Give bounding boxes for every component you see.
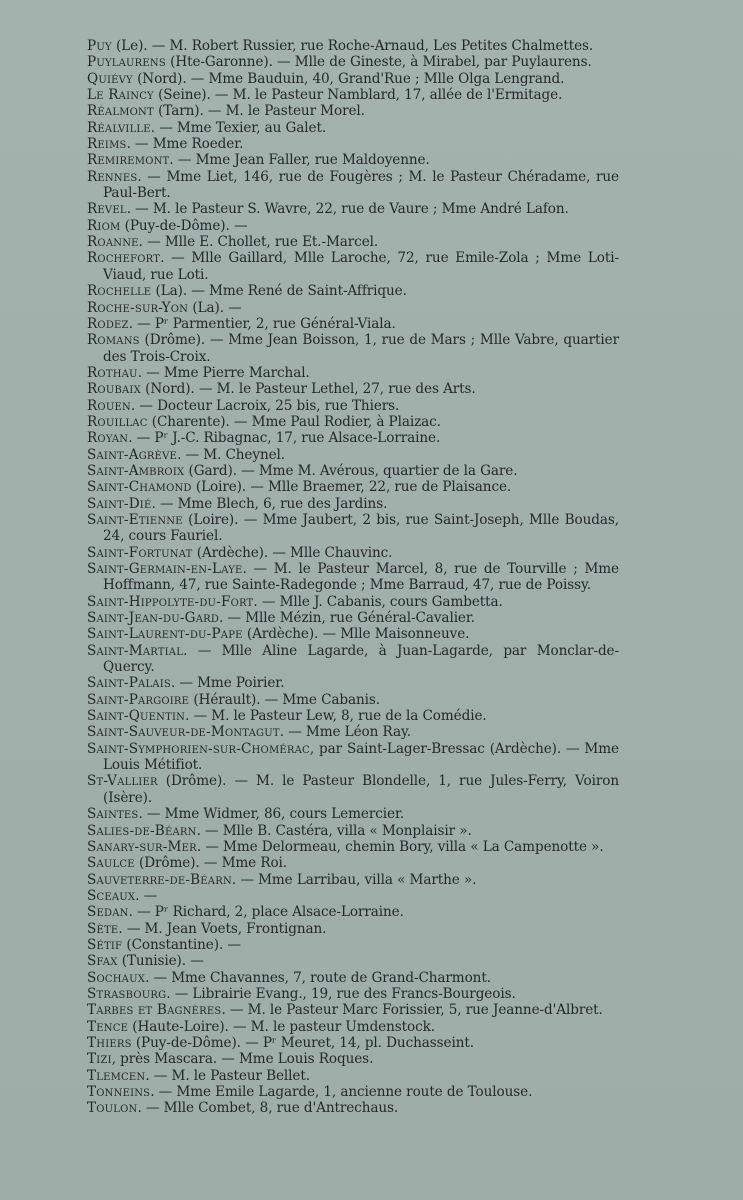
place-name: Saint-Martial [87,642,184,659]
list-item [87,447,619,463]
entry-details: . — Mme Widmer, 86, cours Lemercier. [138,806,405,823]
list-item [87,300,619,316]
entry-details: (La). — Mme René de Saint-Affrique. [151,283,407,300]
list-item [87,692,619,708]
list-item [87,708,619,724]
entry-details: (Tunisie). — [117,953,204,970]
place-name: Tlemcen [87,1067,146,1084]
entry-details: . — Mme Poirier. [170,675,285,692]
list-item [87,610,619,626]
entry-details: (Seine). — M. le Pasteur Namblard, 17, allée de l'Ermitage. [153,87,563,104]
entry-details: . — M. le Pasteur Marc Forissier, 5, rue Jeanne-d'Albret. [221,1002,603,1019]
entry-details: (Hte-Garonne). — Mlle de Gineste, à Mirabel, par Puylaurens. [165,54,592,71]
place-name: Tonneins [87,1084,151,1100]
list-item [87,724,619,740]
place-name: Saulce [87,855,135,872]
list-item [87,626,619,642]
list-item [87,479,619,495]
list-item [87,201,619,217]
entry-details: (Drôme). — M. le Pasteur Blondelle, 1, rue Jules-Ferry, Voiron (Isère). [103,773,619,806]
list-item [87,806,619,822]
place-name: Sauveterre-de-Béarn [87,871,232,888]
place-name: Sochaux [87,969,146,986]
entry-details: (Ardèche). — Mlle Maisonneuve. [242,626,470,643]
list-item [87,1019,619,1035]
place-name: Romans [87,332,140,349]
entry-details: . — Mme Liet, 146, rue de Fougères ; M. le Pasteur Chéradame, rue Paul-Bert. [103,168,619,202]
entry-details: . — Mlle Aline Lagarde, à Juan-Lagarde, par Monclar-de-Quercy. [103,642,619,676]
entry-details: (Loire). — Mlle Braemer, 22, rue de Plaisance. [191,479,512,496]
list-item [87,38,619,54]
place-name: Tizi [87,1051,112,1068]
list-item [87,398,619,414]
list-item [87,103,619,119]
place-name: Rodez [87,315,129,332]
place-name: Salies-de-Béarn [87,822,197,839]
place-name: St-Vallier [87,773,158,790]
place-name: Saint-Germain-en-Laye [87,561,243,577]
list-item [87,71,619,87]
list-item [87,332,619,365]
list-item [87,937,619,953]
place-name: Sedan [87,904,129,921]
list-item [87,169,619,202]
list-item [87,545,619,561]
list-item [87,888,619,904]
list-item [87,904,619,920]
list-item [87,234,619,250]
place-name: Saint-Palais [87,675,171,692]
list-item [87,430,619,446]
place-name: Rennes [87,168,138,185]
list-item [87,87,619,103]
list-item [87,1084,619,1100]
entry-details: . — M. le Pasteur S. Wavre, 22, rue de Vaure ; Mme André Lafon. [126,201,569,218]
list-item [87,921,619,937]
place-name: Réalmont [87,103,154,120]
entry-details: . — Docteur Lacroix, 25 bis, rue Thiers. [130,397,400,414]
entry-details: . — Mlle E. Chollet, rue Et.-Marcel. [138,234,379,251]
place-name: Sétif [87,936,123,953]
list-item [87,463,619,479]
list-item [87,823,619,839]
entry-details: . — Mlle Combet, 8, rue d'Antrechaus. [137,1100,399,1117]
place-name: Toulon [87,1100,138,1117]
list-item [87,643,619,676]
place-name: Saint-Laurent-du-Pape [87,626,243,643]
place-name: Saint-Quentin [87,708,186,725]
entry-details: . — Mme Roeder. [126,136,244,153]
entry-details: . — Mme Pierre Marchal. [137,364,310,381]
place-name: Strasbourg [87,985,167,1002]
entry-details: (Charente). — Mme Paul Rodier, à Plaizac. [147,413,441,430]
list-item [87,741,619,774]
entry-details: . — M. le Pasteur Lew, 8, rue de la Comédie. [185,708,487,725]
list-item [87,414,619,430]
entry-details: . — M. le Pasteur Marcel, 8, rue de Tourville ; Mme Hoffmann, 47, rue Sainte-Radegonde ; Mme Barraud, 47, rue de Poissy. [103,561,619,594]
entry-details: (La). — [188,299,242,316]
list-item [87,283,619,299]
place-name: Rochelle [87,283,152,300]
place-name: Rochefort [87,250,161,267]
entry-details: (Haute-Loire). — M. le pasteur Umdenstock. [128,1018,435,1035]
entry-details: (Puy-de-Dôme). — Pʳ Meuret, 14, pl. Duchasseint. [131,1034,474,1051]
place-name: Saint-Sauveur-de-Montagut [87,724,280,741]
list-item [87,872,619,888]
entry-details: . — [135,887,158,904]
entry-details: . — Mme Emile Lagarde, 1, ancienne route de Toulouse. [150,1084,533,1100]
entry-details: (Constantine). — [122,936,241,953]
place-name: Saint-Chamond [87,479,192,496]
place-name: Tence [87,1018,129,1035]
entry-details: . — Pʳ Richard, 2, place Alsace-Lorraine. [128,904,404,921]
list-item [87,365,619,381]
place-name: Roche-sur-Yon [87,299,189,316]
place-name: Saint-Etienne [87,511,183,528]
entry-details: . — Mlle Gaillard, Mlle Laroche, 72, rue Emile-Zola ; Mme Loti-Viaud, rue Loti. [103,250,619,283]
place-name: Royan [87,430,129,447]
entry-details: (Tarn). — M. le Pasteur Morel. [153,103,365,120]
list-item [87,953,619,969]
list-item [87,1100,619,1116]
entry-details: (Nord). — M. le Pasteur Lethel, 27, rue des Arts. [140,381,476,398]
entry-details: . — M. le Pasteur Bellet. [145,1067,310,1084]
place-name: Saintes [87,806,139,823]
place-name: Rothau [87,364,138,381]
list-item [87,1002,619,1018]
place-name: Réalville [87,119,151,136]
place-name: Thiers [87,1034,132,1051]
place-name: Quiévy [87,70,133,87]
list-item [87,136,619,152]
list-item [87,1035,619,1051]
place-name: Remiremont [87,152,170,169]
list-item [87,561,619,594]
entry-details: . — Mme Léon Ray. [279,724,411,741]
list-item [87,496,619,512]
place-name: Saint-Hippolyte-du-Fort [87,593,254,610]
list-item [87,316,619,332]
list-item [87,970,619,986]
address-list [87,38,619,1117]
list-item [87,839,619,855]
place-name: Sfax [87,953,118,970]
entry-details: . — M. Cheynel. [177,446,286,463]
entry-details: . — Mlle B. Castéra, villa « Monplaisir ». [196,822,472,839]
place-name: Saint-Ambroix [87,462,185,479]
list-item [87,594,619,610]
place-name: Rouen [87,397,131,414]
entry-details: (Nord). — Mme Bauduin, 40, Grand'Rue ; Mlle Olga Lengrand. [132,70,565,87]
entry-details: (Drôme). — Mme Jean Boisson, 1, rue de Mars ; Mlle Vabre, quartier des Trois-Croix. [103,332,619,365]
entry-details: . — Librairie Evang., 19, rue des Francs-Bourgeois. [166,985,516,1002]
list-item [87,152,619,168]
entry-details: . — Mme Blech, 6, rue des Jardins. [151,495,388,512]
place-name: Rouillac [87,413,148,430]
place-name: Puylaurens [87,54,166,71]
place-name: Saint-Dié [87,495,152,512]
place-name: Riom [87,217,121,234]
entry-details: (Puy-de-Dôme). — [120,217,248,234]
entry-details: . — Mme Larribau, villa « Marthe ». [231,871,477,888]
entry-details: . — Mme Jean Faller, rue Maldoyenne. [169,152,430,169]
list-item [87,1051,619,1067]
list-item [87,855,619,871]
list-item [87,986,619,1002]
entry-details: , près Mascara. — Mme Louis Roques. [111,1051,374,1068]
entry-details: (Drôme). — Mme Roi. [134,855,288,872]
place-name: Roanne [87,234,139,251]
place-name: Sceaux [87,887,136,904]
entry-details: (Loire). — Mme Jaubert, 2 bis, rue Saint-Joseph, Mlle Boudas, 24, cours Fauriel. [103,511,619,545]
list-item [87,773,619,806]
entry-details: (Hérault). — Mme Cabanis. [189,691,381,708]
entry-details: . — Mlle Mézin, rue Général-Cavalier. [219,610,476,627]
place-name: Puy [87,38,112,54]
entry-details: . — Mlle J. Cabanis, cours Gambetta. [253,593,503,610]
list-item [87,675,619,691]
place-name: Saint-Jean-du-Gard [87,610,220,627]
list-item [87,381,619,397]
place-name: Le Raincy [87,87,154,104]
place-name: Saint-Fortunat [87,544,193,561]
entry-details: . — Pʳ Parmentier, 2, rue Général-Viala. [128,315,396,332]
entry-details: (Gard). — Mme M. Avérous, quartier de la Gare. [184,462,518,479]
entry-details: (Ardèche). — Mlle Chauvinc. [192,544,393,561]
entry-details: . — Mme Delormeau, chemin Bory, villa « La Campenotte ». [196,838,604,855]
list-item [87,1068,619,1084]
entry-details: . — Mme Chavannes, 7, route de Grand-Charmont. [145,969,491,986]
place-name: Tarbes et Bagnères [87,1002,222,1019]
list-item [87,120,619,136]
place-name: Roubaix [87,381,141,398]
place-name: Revel [87,201,127,218]
list-item [87,512,619,545]
place-name: Saint-Symphorien-sur-Chomérac [87,740,310,757]
list-item [87,54,619,70]
place-name: Saint-Pargoire [87,691,190,708]
entry-details: . — Mme Texier, au Galet. [150,119,327,136]
place-name: Saint-Agrève [87,446,178,463]
entry-details: . — M. Jean Voets, Frontignan. [118,920,327,937]
entry-details: , par Saint-Lager-Bressac (Ardèche). — Mme Louis Métifiot. [103,740,619,774]
place-name: Sète [87,920,119,937]
entry-details: (Le). — M. Robert Russier, rue Roche-Arnaud, Les Petites Chalmettes. [111,38,594,54]
place-name: Sanary-sur-Mer [87,838,197,855]
list-item [87,218,619,234]
entry-details: . — Pʳ J.-C. Ribagnac, 17, rue Alsace-Lorraine. [128,430,441,447]
list-item [87,250,619,283]
place-name: Reims [87,136,127,153]
